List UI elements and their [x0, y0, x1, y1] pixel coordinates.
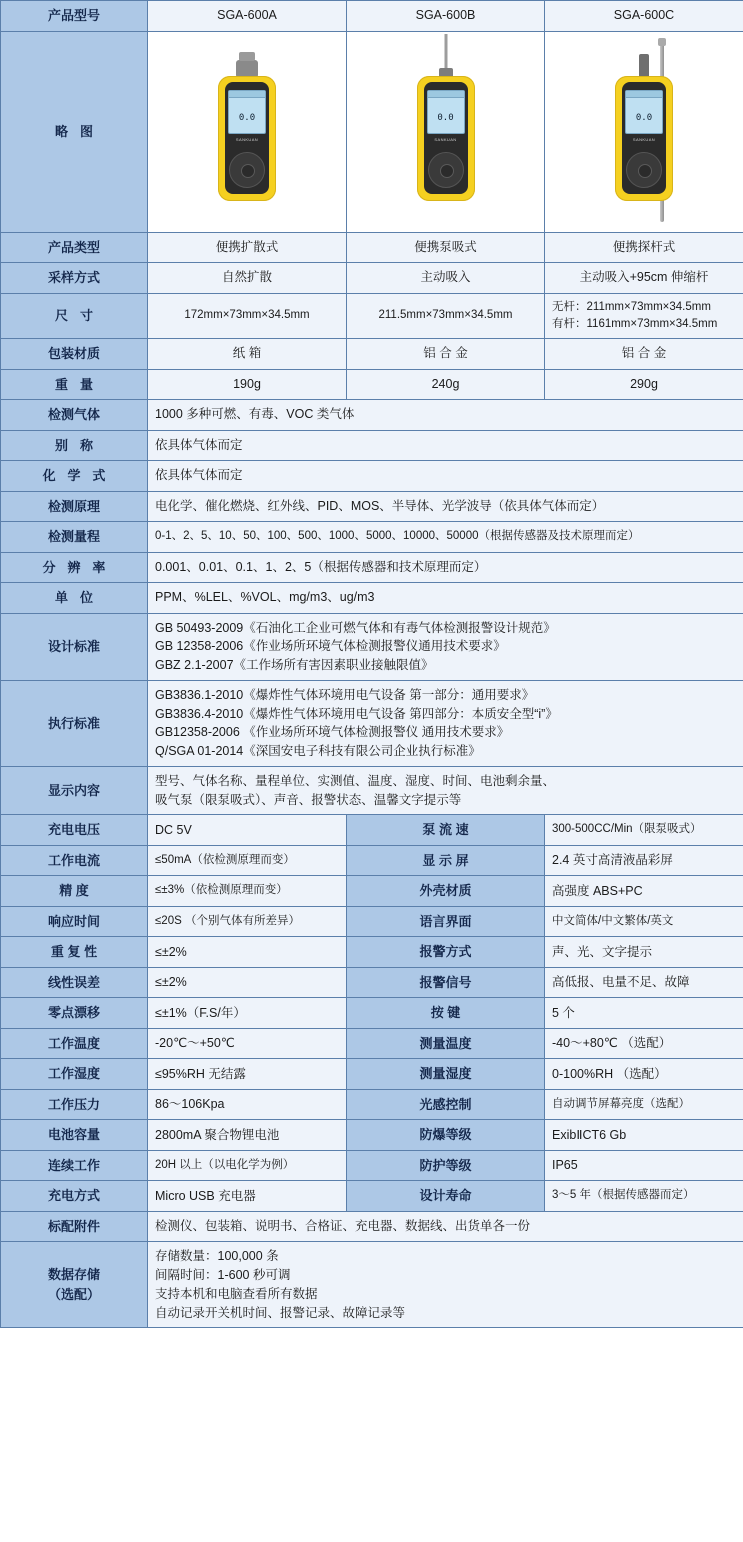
cell-data-storage: [148, 1242, 743, 1328]
table-row-zero-drift: [1, 998, 743, 1029]
table-row-product-type: [1, 232, 743, 263]
cell-accuracy: ≤±3%（依检测原理而变）: [148, 876, 347, 907]
display-content-line-2: 吸气泵（限泵吸式）、声音、报警状态、温馨文字提示等: [155, 792, 462, 807]
device-keypad-b: [428, 152, 464, 188]
device-screen-c: [625, 90, 663, 134]
cell-product-type-c: 便携探杆式: [545, 232, 743, 263]
cell-dimension-c: [545, 293, 743, 339]
cell-weight-c: 290g: [545, 369, 743, 400]
table-row-model: [1, 1, 743, 32]
table-row-weight: [1, 369, 743, 400]
table-row-working-pressure: [1, 1089, 743, 1120]
design-standard-line-3: GBZ 2.1-2007《工作场所有害因素职业接触限值》: [155, 658, 434, 672]
cell-weight-a: 190g: [148, 369, 347, 400]
cell-product-type-a: 便携扩散式: [148, 232, 347, 263]
cell-design-standard: [148, 613, 743, 680]
row-label-working-current: 工作电流: [1, 845, 148, 876]
cell-working-temp: -20℃～+50℃: [148, 1028, 347, 1059]
row-label-data-storage: [1, 1242, 148, 1328]
table-row-sampling: [1, 263, 743, 294]
design-standard-line-1: GB 50493-2009《石油化工企业可燃气体和有毒气体检测报警设计规范》: [155, 620, 556, 635]
cell-working-humidity: ≤95%RH 无结露: [148, 1059, 347, 1090]
table-row-repeatability: [1, 937, 743, 968]
data-storage-label-line2: （选配）: [47, 1286, 100, 1302]
table-row-range: [1, 522, 743, 553]
cell-charge-voltage: DC 5V: [148, 815, 347, 846]
row-label-design-standard: 设计标准: [1, 613, 148, 680]
row-label-linearity: 线性误差: [1, 967, 148, 998]
table-row-working-current: [1, 845, 743, 876]
device-screen-a: [228, 90, 266, 134]
row-label-unit: 单 位: [1, 583, 148, 614]
row-label-sampling: 采样方式: [1, 263, 148, 294]
data-storage-line-4: 自动记录开关机时间、报警记录、故障记录等: [155, 1305, 406, 1320]
cell-accessories: 检测仪、包装箱、说明书、合格证、充电器、数据线、出货单各一份: [148, 1211, 743, 1242]
cell-working-pressure: 86～106Kpa: [148, 1089, 347, 1120]
table-row-resolution: [1, 552, 743, 583]
cell-measure-temp: -40～+80℃ （选配）: [545, 1028, 743, 1059]
exec-standard-line-2: GB3836.4-2010《爆炸性气体环境用电气设备 第四部分：本质安全型“i”》: [155, 706, 558, 721]
row-label-exec-standard: 执行标准: [1, 680, 148, 766]
row-label-model: 产品型号: [1, 1, 148, 32]
row-label-repeatability: 重 复 性: [1, 937, 148, 968]
row-label-product-type: 产品类型: [1, 232, 148, 263]
row-label-weight: 重 量: [1, 369, 148, 400]
data-storage-label-line1: 数据存储: [47, 1267, 100, 1283]
table-row-accuracy: [1, 876, 743, 907]
table-row-accessories: [1, 1211, 743, 1242]
cell-design-life: 3～5 年（根据传感器而定）: [545, 1181, 743, 1212]
table-row-battery: [1, 1120, 743, 1151]
device-brand-a: SANKUAN: [235, 136, 259, 142]
cell-resolution: 0.001、0.01、0.1、1、2、5（根据传感器和技术原理而定）: [148, 552, 743, 583]
cell-language: 中文简体/中文繁体/英文: [545, 906, 743, 937]
device-image-c: [545, 31, 743, 232]
table-row-working-temp: [1, 1028, 743, 1059]
cell-continuous-work: 20H 以上（以电化学为例）: [148, 1150, 347, 1181]
cell-dimension-b: 211.5mm×73mm×34.5mm: [347, 293, 545, 339]
row-label-battery: 电池容量: [1, 1120, 148, 1151]
table-row-charge-method: [1, 1181, 743, 1212]
dimension-c-line1: 无杆：211mm×73mm×34.5mm: [552, 300, 711, 313]
cell-product-type-b: 便携泵吸式: [347, 232, 545, 263]
row-label-light-control: 光感控制: [347, 1089, 545, 1120]
design-standard-line-2: GB 12358-2006《作业场所环境气体检测报警仪通用技术要求》: [155, 639, 506, 654]
dimension-c-line2: 有杆：1161mm×73mm×34.5mm: [552, 317, 718, 330]
cell-working-current: ≤50mA（依检测原理而变）: [148, 845, 347, 876]
table-row-diagram: [1, 31, 743, 232]
cell-keys: 5 个: [545, 998, 743, 1029]
cell-display-screen: 2.4 英寸高清液晶彩屏: [545, 845, 743, 876]
cell-measure-humidity: 0-100%RH （选配）: [545, 1059, 743, 1090]
row-label-shell-material: 外壳材质: [347, 876, 545, 907]
table-row-working-humidity: [1, 1059, 743, 1090]
row-label-alarm-signal: 报警信号: [347, 967, 545, 998]
table-row-unit: [1, 583, 743, 614]
row-label-display-screen: 显 示 屏: [347, 845, 545, 876]
cell-package-b: 铝 合 金: [347, 339, 545, 370]
row-label-ip-rating: 防护等级: [347, 1150, 545, 1181]
row-label-range: 检测量程: [1, 522, 148, 553]
device-reading-a: 0.0: [238, 112, 256, 123]
row-label-language: 语言界面: [347, 906, 545, 937]
device-brand-c: SANKUAN: [632, 136, 656, 142]
device-keypad-c: [626, 152, 662, 188]
table-row-package: [1, 339, 743, 370]
table-row-detect-gas: [1, 400, 743, 431]
cell-sampling-a: 自然扩散: [148, 263, 347, 294]
cell-charge-method: Micro USB 充电器: [148, 1181, 347, 1212]
cell-range: 0-1、2、5、10、50、100、500、1000、5000、10000、50000（根据传感器及技术原理而定）: [148, 522, 743, 553]
row-label-working-humidity: 工作湿度: [1, 1059, 148, 1090]
row-label-ex-rating: 防爆等级: [347, 1120, 545, 1151]
row-label-detect-gas: 检测气体: [1, 400, 148, 431]
device-image-b: [347, 31, 545, 232]
row-label-accuracy: 精 度: [1, 876, 148, 907]
cell-weight-b: 240g: [347, 369, 545, 400]
cell-battery: 2800mA 聚合物锂电池: [148, 1120, 347, 1151]
table-row-exec-standard: [1, 680, 743, 766]
device-keypad-a: [229, 152, 265, 188]
table-row-charge-voltage: [1, 815, 743, 846]
row-label-formula: 化 学 式: [1, 461, 148, 492]
cell-alarm-mode: 声、光、文字提示: [545, 937, 743, 968]
row-label-display-content: 显示内容: [1, 766, 148, 815]
table-row-response-time: [1, 906, 743, 937]
cell-exec-standard: [148, 680, 743, 766]
row-label-resolution: 分 辨 率: [1, 552, 148, 583]
cell-package-a: 纸 箱: [148, 339, 347, 370]
row-label-accessories: 标配附件: [1, 1211, 148, 1242]
cell-model-b: SGA-600B: [347, 1, 545, 32]
row-label-keys: 按 键: [347, 998, 545, 1029]
cell-alarm-signal: 高低报、电量不足、故障: [545, 967, 743, 998]
cell-zero-drift: ≤±1%（F.S/年）: [148, 998, 347, 1029]
row-label-continuous-work: 连续工作: [1, 1150, 148, 1181]
device-screen-b: [427, 90, 465, 134]
cell-repeatability: ≤±2%: [148, 937, 347, 968]
row-label-working-temp: 工作温度: [1, 1028, 148, 1059]
row-label-principle: 检测原理: [1, 491, 148, 522]
cell-display-content: [148, 766, 743, 815]
table-row-dimension: [1, 293, 743, 339]
cell-model-a: SGA-600A: [148, 1, 347, 32]
device-reading-c: 0.0: [635, 112, 653, 123]
cell-detect-gas: 1000 多种可燃、有毒、VOC 类气体: [148, 400, 743, 431]
row-label-charge-method: 充电方式: [1, 1181, 148, 1212]
row-label-diagram: 略 图: [1, 31, 148, 232]
display-content-line-1: 型号、气体名称、量程单位、实测值、温度、湿度、时间、电池剩余量、: [155, 773, 556, 788]
table-row-data-storage: [1, 1242, 743, 1328]
cell-linearity: ≤±2%: [148, 967, 347, 998]
exec-standard-line-4: Q/SGA 01-2014《深国安电子科技有限公司企业执行标准》: [155, 744, 481, 758]
cell-sampling-b: 主动吸入: [347, 263, 545, 294]
cell-model-c: SGA-600C: [545, 1, 743, 32]
table-row-principle: [1, 491, 743, 522]
row-label-response-time: 响应时间: [1, 906, 148, 937]
table-row-design-standard: [1, 613, 743, 680]
cell-unit: PPM、%LEL、%VOL、mg/m3、ug/m3: [148, 583, 743, 614]
cell-dimension-a: 172mm×73mm×34.5mm: [148, 293, 347, 339]
cell-formula: 依具体气体而定: [148, 461, 743, 492]
row-label-measure-humidity: 测量湿度: [347, 1059, 545, 1090]
row-label-measure-temp: 测量温度: [347, 1028, 545, 1059]
cell-ex-rating: ExibⅡCT6 Gb: [545, 1120, 743, 1151]
cell-package-c: 铝 合 金: [545, 339, 743, 370]
table-row-continuous-work: [1, 1150, 743, 1181]
data-storage-line-2: 间隔时间：1-600 秒可调: [155, 1268, 291, 1282]
cell-shell-material: 高强度 ABS+PC: [545, 876, 743, 907]
row-label-pump-flow: 泵 流 速: [347, 815, 545, 846]
cell-response-time: ≤20S （个别气体有所差异）: [148, 906, 347, 937]
cell-alias: 依具体气体而定: [148, 430, 743, 461]
cell-ip-rating: IP65: [545, 1150, 743, 1181]
exec-standard-line-3: GB12358-2006 《作业场所环境气体检测报警仪 通用技术要求》: [155, 725, 510, 740]
data-storage-line-1: 存储数量：100,000 条: [155, 1249, 279, 1264]
table-row-display-content: [1, 766, 743, 815]
cell-light-control: 自动调节屏幕亮度（选配）: [545, 1089, 743, 1120]
row-label-alias: 别 称: [1, 430, 148, 461]
table-row-formula: [1, 461, 743, 492]
row-label-zero-drift: 零点漂移: [1, 998, 148, 1029]
data-storage-line-3: 支持本机和电脑查看所有数据: [155, 1286, 318, 1301]
table-row-linearity: [1, 967, 743, 998]
cell-principle: 电化学、催化燃烧、红外线、PID、MOS、半导体、光学波导（依具体气体而定）: [148, 491, 743, 522]
cell-pump-flow: 300-500CC/Min（限泵吸式）: [545, 815, 743, 846]
row-label-alarm-mode: 报警方式: [347, 937, 545, 968]
row-label-charge-voltage: 充电电压: [1, 815, 148, 846]
row-label-dimension: 尺 寸: [1, 293, 148, 339]
table-row-alias: [1, 430, 743, 461]
exec-standard-line-1: GB3836.1-2010《爆炸性气体环境用电气设备 第一部分：通用要求》: [155, 687, 535, 702]
device-image-a: [148, 31, 347, 232]
row-label-package: 包装材质: [1, 339, 148, 370]
row-label-design-life: 设计寿命: [347, 1181, 545, 1212]
device-brand-b: SANKUAN: [434, 136, 457, 142]
cell-sampling-c: 主动吸入+95cm 伸缩杆: [545, 263, 743, 294]
device-reading-b: 0.0: [437, 112, 454, 123]
row-label-working-pressure: 工作压力: [1, 1089, 148, 1120]
